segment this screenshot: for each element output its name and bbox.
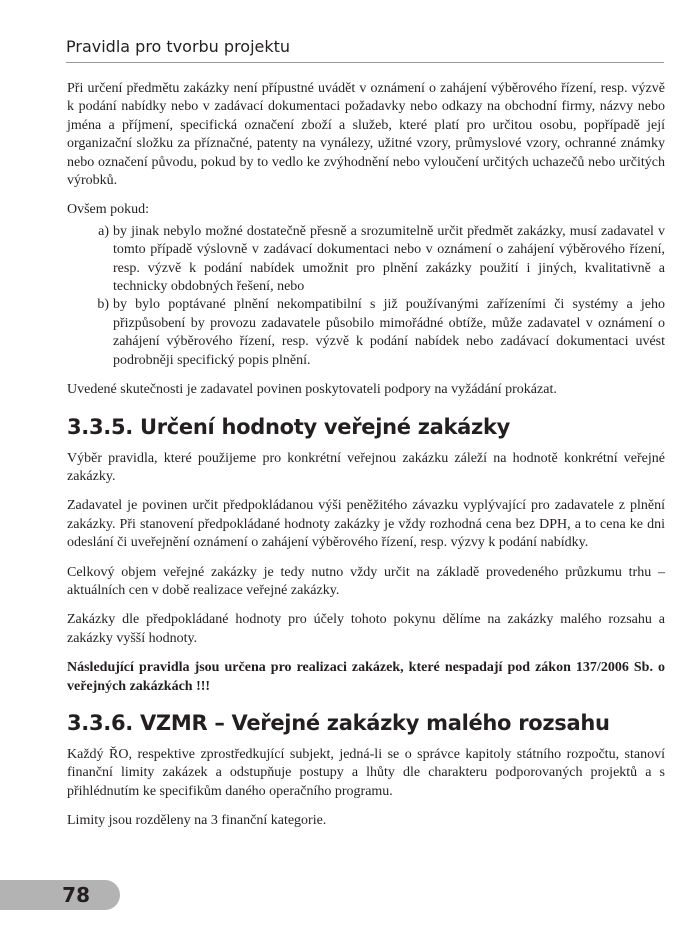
section-heading: 3.3.6. VZMR – Veřejné zakázky malého rozsahu — [67, 710, 610, 735]
section-heading: 3.3.5. Určení hodnoty veřejné zakázky — [67, 414, 511, 439]
conditions-list — [67, 223, 665, 370]
list-item — [67, 223, 665, 297]
paragraph: Výběr pravidla, které použijeme pro konkrétní veřejnou zakázku záleží na hodnotě konkrétní veřejné zakázky. — [67, 450, 665, 484]
paragraph: Zadavatel je povinen určit předpokládanou výši peněžitého závazku vyplývající pro zadavatele z plnění zakázky. Při stanovení předpokládané hodnoty zakázky je vždy rozhodná cena bez DPH, a to cena ke dni odeslání či uveřejnění oznámení o zahájení výběrového řízení, resp. výzvy k podání nabídky. — [67, 498, 665, 551]
paragraph: Celkový objem veřejné zakázky je tedy nutno vždy určit na základě provedeného průzkumu trhu – aktuálních cen v době realizace veřejné zakázky. — [67, 564, 665, 598]
paragraph: Každý ŘO, respektive zprostředkující subjekt, jedná-li se o správce kapitoly státního rozpočtu, stanoví finanční limity zakázek a odstupňuje postupy a lhůty dle charakteru podporovaných projektů a s přihlédnutím ke specifikům daného operačního programu. — [67, 746, 665, 799]
list-marker: a) — [98, 223, 109, 239]
running-header: Pravidla pro tvorbu projektu — [66, 37, 664, 63]
page-number: 78 — [0, 880, 120, 910]
paragraph: Při určení předmětu zakázky není přípustné uvádět v oznámení o zahájení výběrového řízení, resp. výzvě k podání nabídky nebo v zadávací dokumentaci požadavky nebo odkazy na obchodní firmy, názvy nebo jména a příjmení, specifická označení zboží a služeb, které platí pro určitou osobu, popřípadě její organizační složku za příznačné, patenty na vynálezy, užitné vzory, průmyslové vzory, ochranné známky nebo označení původu, pokud by to vedlo ke zvýhodnění nebo vyloučení určitých uchazečů nebo určitých výrobků. — [67, 81, 665, 189]
list-item — [67, 296, 665, 370]
paragraph: Zakázky dle předpokládané hodnoty pro účely tohoto pokynu dělíme na zakázky malého rozsahu a zakázky vyšší hodnoty. — [67, 612, 665, 646]
paragraph: Uvedené skutečnosti je zadavatel povinen poskytovateli podpory na vyžádání prokázat. — [67, 382, 557, 398]
list-item-text: by jinak nebylo možné dostatečně přesně a srozumitelně určit předmět zakázky, musí zadavatel v tomto případě výslovně v zadávací dokumentaci nebo v oznámení o zahájení výběrového řízení, resp. výzvě k podání nabídek umožnit pro plnění zakázky použití i jiných, kvalitativně a technicky obdobných řešení, nebo — [113, 223, 665, 295]
list-marker: b) — [97, 297, 109, 313]
paragraph: Ovšem pokud: — [67, 202, 150, 218]
list-item-text: by bylo poptávané plnění nekompatibilní s již používanými zařízeními či systémy a jeho přizpůsobení by provozu zadavatele působilo mimořádné obtíže, může zadavatel v oznámení o zahájení výběrového řízení, resp. výzvě k podání nabídek nebo zadávací dokumentaci uvést podrobněji specifický popis plnění. — [113, 297, 665, 368]
paragraph: Limity jsou rozděleny na 3 finanční kategorie. — [67, 813, 327, 829]
bold-notice: Následující pravidla jsou určena pro realizaci zakázek, které nespadají pod zákon 137/2006 Sb. o veřejných zakázkách !!! — [67, 660, 665, 694]
page-content — [67, 80, 665, 842]
